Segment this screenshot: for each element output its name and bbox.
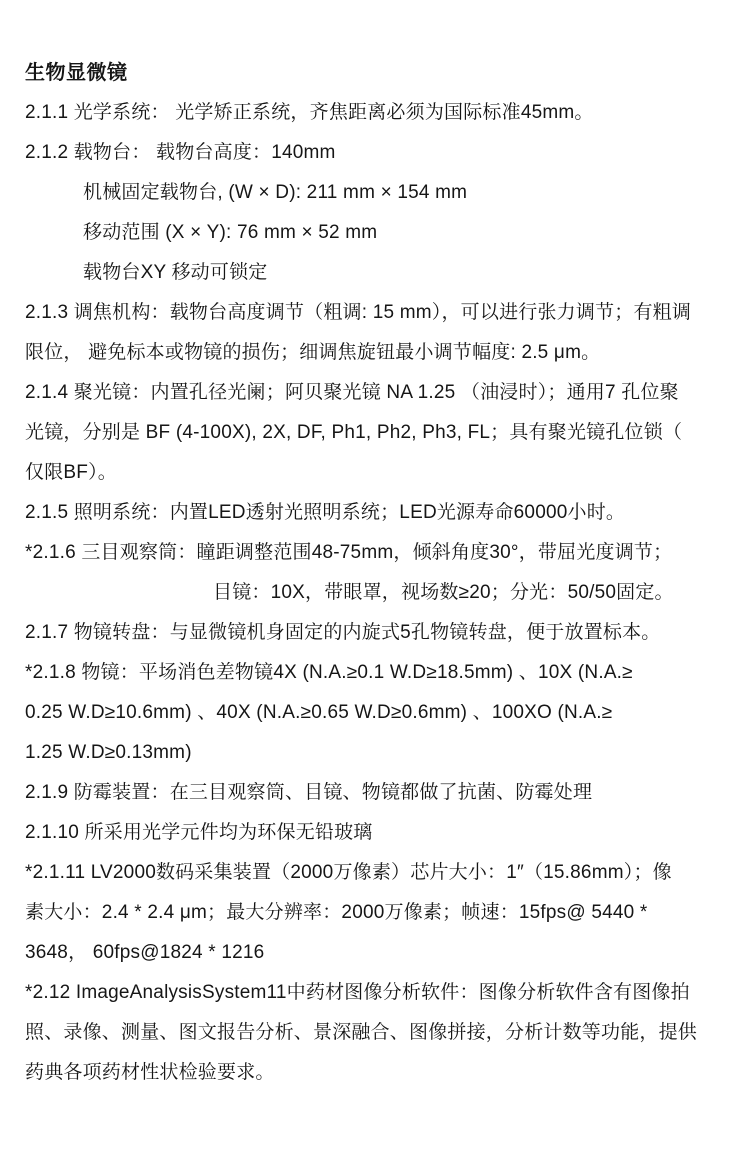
spec-line: 照、录像、测量、图文报告分析、景深融合、图像拼接，分析计数等功能，提供: [25, 1022, 698, 1043]
spec-line: 2.1.7 物镜转盘：与显微镜机身固定的内旋式5孔物镜转盘，便于放置标本。: [25, 622, 661, 643]
spec-line: 1.25 W.D≥0.13mm): [25, 742, 192, 763]
spec-line: *2.1.11 LV2000数码采集装置（2000万像素）芯片大小：1″（15.86mm）；像: [25, 862, 672, 883]
spec-line: *2.1.6 三目观察筒：瞳距调整范围48-75mm，倾斜角度30°，带屈光度调节；: [25, 542, 673, 563]
document-title: 生物显微镜: [25, 62, 128, 84]
spec-line: 2.1.3 调焦机构：载物台高度调节（粗调: 15 mm），可以进行张力调节；有粗调: [25, 302, 692, 323]
spec-line: 3648， 60fps@1824 * 1216: [25, 942, 265, 963]
spec-line: 2.1.1 光学系统： 光学矫正系统，齐焦距离必须为国际标准45mm。: [25, 102, 594, 123]
spec-line: 2.1.2 载物台： 载物台高度：140mm: [25, 142, 336, 163]
spec-line: 载物台XY 移动可锁定: [83, 262, 268, 283]
spec-line: 2.1.9 防霉装置：在三目观察筒、目镜、物镜都做了抗菌、防霉处理: [25, 782, 593, 803]
spec-line: 药典各项药材性状检验要求。: [25, 1062, 275, 1083]
spec-line: 素大小：2.4 * 2.4 μm；最大分辨率：2000万像素；帧速：15fps@ 5440 *: [25, 902, 648, 923]
spec-line: 2.1.5 照明系统：内置LED透射光照明系统；LED光源寿命60000小时。: [25, 502, 626, 523]
spec-line: 移动范围 (X × Y): 76 mm × 52 mm: [83, 222, 378, 243]
spec-line: 仅限BF）。: [25, 462, 117, 483]
spec-line: 目镜：10X，带眼罩，视场数≥20；分光：50/50固定。: [213, 582, 674, 603]
spec-line: 限位， 避免标本或物镜的损伤；细调焦旋钮最小调节幅度: 2.5 μm。: [25, 342, 601, 363]
spec-line: 2.1.10 所采用光学元件均为环保无铅玻璃: [25, 822, 373, 843]
spec-line: 光镜，分别是 BF (4-100X), 2X, DF, Ph1, Ph2, Ph3, FL；具有聚光镜孔位锁（: [25, 422, 683, 443]
spec-line: *2.12 ImageAnalysisSystem11中药材图像分析软件：图像分析软件含有图像拍: [25, 982, 690, 1003]
spec-line: *2.1.8 物镜：平场消色差物镜4X (N.A.≥0.1 W.D≥18.5mm) 、10X (N.A.≥: [25, 662, 633, 683]
spec-line: 机械固定载物台, (W × D): 211 mm × 154 mm: [83, 182, 468, 203]
spec-line: 2.1.4 聚光镜：内置孔径光阑；阿贝聚光镜 NA 1.25 （油浸时）；通用7 孔位聚: [25, 382, 679, 403]
spec-lines-container: [25, 93, 746, 1093]
spec-line: 0.25 W.D≥10.6mm) 、40X (N.A.≥0.65 W.D≥0.6mm) 、100XO (N.A.≥: [25, 702, 613, 723]
